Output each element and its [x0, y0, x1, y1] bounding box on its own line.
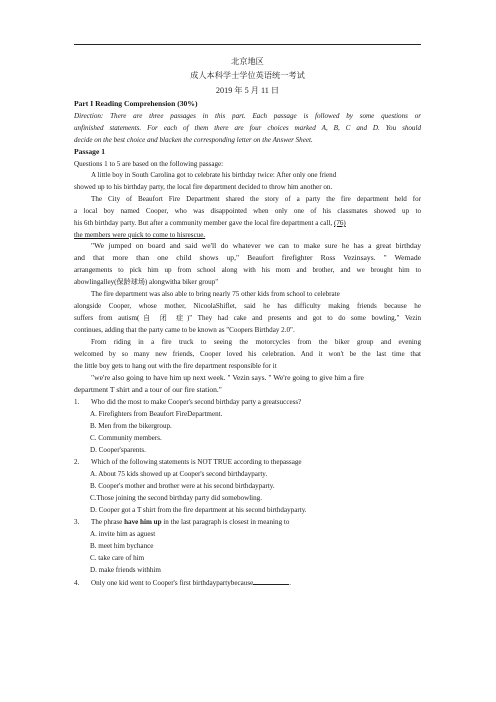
- question-number: 1.: [74, 398, 80, 406]
- passage-line: From riding in a fire truck to seeing the motorcycles from the biker group and evening: [91, 338, 421, 346]
- option-c[interactable]: C. take care of him: [90, 554, 145, 562]
- passage1-intro: Questions 1 to 5 are based on the following passage:: [74, 160, 224, 168]
- option-c[interactable]: C. Community members.: [90, 434, 162, 442]
- question-2: [74, 457, 421, 467]
- option-b[interactable]: B. Men from the bikergroup.: [90, 422, 172, 430]
- question-number: 3.: [74, 518, 80, 526]
- passage-line: [74, 218, 421, 228]
- option-a[interactable]: A. Firefighters from Beaufort FireDepartment.: [90, 410, 223, 418]
- passage-line: and that more than one child shows up," Beaufort firefighter Ross Vezinsays. " Wemade: [74, 253, 421, 262]
- question-1: [74, 397, 421, 407]
- passage-line: abowlingalley(保龄球场) alongwitha biker group": [74, 278, 219, 286]
- directions-line-3: decide on the best choice and blacken the corresponding letter on the Answer Sheet.: [74, 136, 313, 144]
- option-d[interactable]: D. Cooper'sparents.: [90, 446, 146, 454]
- passage-line: A little boy in South Carolina got to celebrate his birthday twice: After only one friend: [91, 171, 337, 179]
- question-stem-pre: The phrase: [91, 518, 125, 526]
- passage-line: "We jumped on board and said we'll do whatever we can to make sure he has a great birthday: [91, 241, 421, 250]
- question-number: 2.: [74, 458, 80, 466]
- footnote-marker: (76): [333, 219, 346, 227]
- question-number: 4.: [74, 579, 80, 587]
- passage-line: welcomed by so many new friends, Cooper loved his celebration. And it won't be the last time that: [74, 350, 421, 358]
- part1-title: Part I Reading Comprehension (30%): [74, 99, 198, 108]
- question-stem: Which of the following statements is NOT TRUE according to thepassage: [91, 458, 302, 466]
- passage-line: alongside Cooper, whose mother, NicoolaShiflet, said he has difficulty making friends because he: [74, 302, 421, 310]
- passage-line: suffers from autism(自 闭 症)" They had cake and presents and got to do some bowling," Vezin: [74, 314, 421, 322]
- directions-line-1: Direction: There are three passages in this part. Each passage is followed by some questions or: [74, 112, 421, 120]
- passage-line-text: his 6th birthday party. But after a community member gave the local fire department a call,: [74, 219, 333, 227]
- directions-line-2: unfinished statements. For each of them there are four choices marked A, B, C and D. You should: [74, 124, 421, 132]
- question-stem-phrase: have him up: [124, 518, 162, 526]
- passage-line: The City of Beaufort Fire Department shared the story of a party the fire department held for: [91, 195, 421, 203]
- passage-line: arrangements to pick him up from school along with his mom and brother, and we brought him to: [74, 266, 421, 274]
- option-c[interactable]: C.Those joining the second birthday party did somebowling.: [90, 494, 262, 502]
- option-a[interactable]: A. About 75 kids showed up at Cooper's second birthdayparty.: [90, 470, 268, 478]
- question-stem: Only one kid went to Cooper's first birthdaypartybecause: [91, 579, 254, 587]
- passage-line: department T shirt and a tour of our fire station.": [74, 385, 222, 394]
- option-a[interactable]: A. invite him as aguest: [90, 530, 156, 538]
- question-3: [74, 517, 421, 527]
- passage-line: "we're also going to have him up next week. " Vezin says. " We're going to give him a fire: [91, 373, 364, 382]
- passage-line: The fire department was also able to bring nearly 75 other kids from school to celebrate: [91, 290, 340, 298]
- passage1-title: Passage 1: [74, 147, 106, 156]
- option-b[interactable]: B. meet him bychance: [90, 542, 154, 550]
- question-4: [74, 577, 421, 588]
- option-d[interactable]: D. Cooper got a T shirt from the fire department at his second birthdayparty.: [90, 506, 307, 514]
- top-rule: [74, 44, 421, 45]
- passage-line: the little boy gets to hang out with the fire department responsible for it: [74, 362, 277, 370]
- exam-title: 成人本科学士学位英语统一考试: [190, 71, 305, 80]
- passage-line: continues, adding that the party came to be known as "Coopers Birthday 2.0".: [74, 326, 295, 334]
- answer-blank[interactable]: [253, 577, 292, 587]
- region-title: 北京地区: [231, 57, 264, 66]
- passage-line: a local boy named Cooper, who was disappointed when only one of his classmates showed up to: [74, 207, 421, 215]
- end-mark: .: [289, 579, 292, 587]
- passage-line: the members were quick to come to hisrescue.: [74, 231, 206, 239]
- passage-line: showed up to his birthday party, the local fire department decided to throw him another on.: [74, 183, 333, 191]
- exam-date: 2019 年 5 月 11 日: [215, 86, 280, 95]
- option-b[interactable]: B. Cooper's mother and brother were at his second birthdayparty.: [90, 482, 275, 490]
- question-stem: Who did the most to make Cooper's second birthday party a greatsuccess?: [91, 398, 302, 406]
- question-stem-post: in the last paragraph is closest in meaning to: [161, 518, 290, 526]
- option-d[interactable]: D. make friends withhim: [90, 566, 161, 574]
